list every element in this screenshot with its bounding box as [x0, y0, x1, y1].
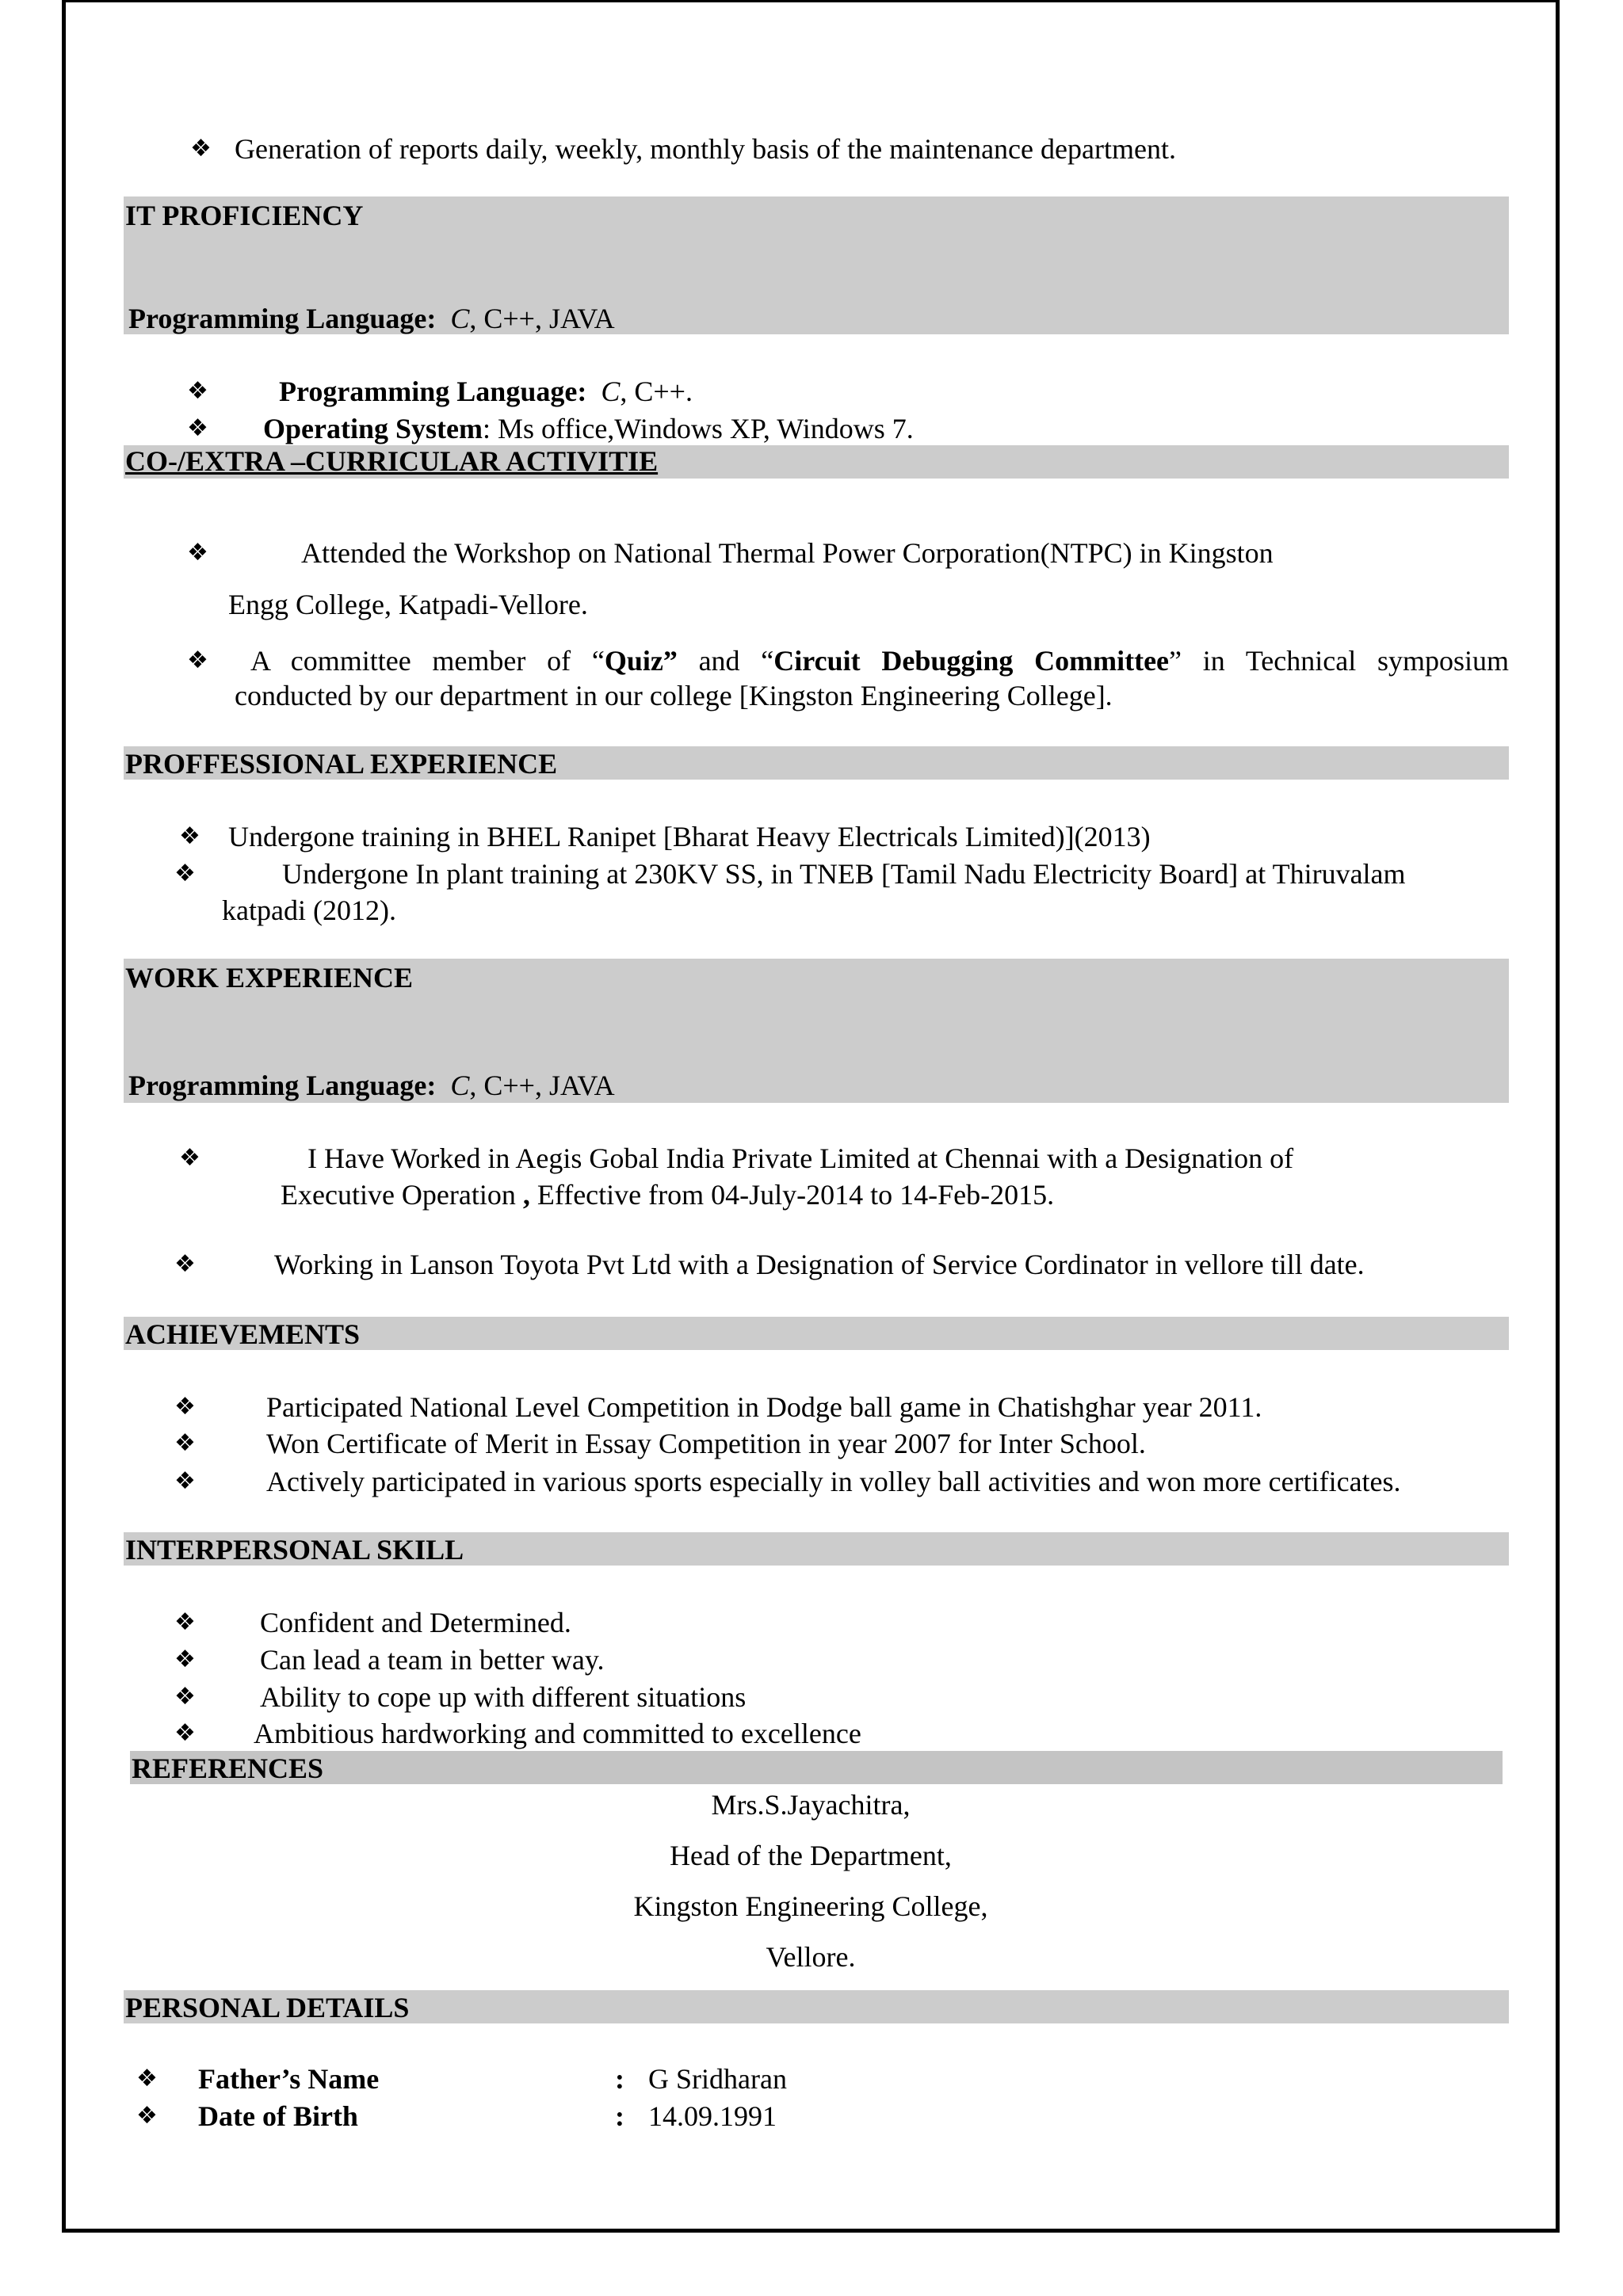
reference-line: Mrs.S.Jayachitra, — [711, 1789, 911, 1821]
personal-colon: : — [615, 2100, 624, 2132]
bullet-icon: ❖ — [174, 1393, 196, 1421]
bullet-icon: ❖ — [187, 377, 208, 405]
intro-bullet-text: Generation of reports daily, weekly, monthly basis of the maintenance department. — [235, 133, 1176, 165]
it-proficiency-band-line: Programming Language: C, C++, JAVA — [128, 303, 615, 334]
achievement-item: Participated National Level Competition in Dodge ball game in Chatishghar year 2011. — [266, 1391, 1262, 1423]
bullet-icon: ❖ — [174, 1467, 196, 1495]
references-heading: REFERENCES — [132, 1753, 324, 1784]
bullet-icon: ❖ — [179, 822, 200, 850]
bullet-icon: ❖ — [174, 1250, 196, 1278]
work-item1-line1: I Have Worked in Aegis Gobal India Private Limited at Chennai with a Designation of — [307, 1142, 1294, 1174]
work-band-line: Programming Language: C, C++, JAVA — [128, 1070, 615, 1101]
personal-heading: PERSONAL DETAILS — [125, 1992, 410, 2023]
bullet-icon: ❖ — [174, 1719, 196, 1747]
interpersonal-item: Can lead a team in better way. — [260, 1644, 605, 1676]
co-extra-item2-line1: A committee member of “Quiz” and “Circuit Debugging Committee” in Technical symposium — [250, 645, 1509, 677]
bullet-icon: ❖ — [174, 1646, 196, 1673]
reference-line: Head of the Department, — [670, 1840, 952, 1871]
interpersonal-item: Ability to cope up with different situations — [260, 1681, 747, 1713]
co-extra-item1-line2: Engg College, Katpadi-Vellore. — [228, 589, 588, 620]
bullet-icon: ❖ — [136, 2102, 158, 2130]
bullet-icon: ❖ — [179, 1144, 200, 1172]
professional-item2-line1: Undergone In plant training at 230KV SS, in TNEB [Tamil Nadu Electricity Board] at Thiruvalam — [282, 858, 1406, 890]
co-extra-heading: CO-/EXTRA –CURRICULAR ACTIVITIE — [125, 445, 659, 477]
bullet-icon: ❖ — [174, 1683, 196, 1711]
bullet-icon: ❖ — [136, 2065, 158, 2092]
bullet-icon: ❖ — [174, 1429, 196, 1457]
work-item1-line2: Executive Operation , Effective from 04-July-2014 to 14-Feb-2015. — [281, 1179, 1055, 1211]
reference-line: Kingston Engineering College, — [633, 1890, 988, 1922]
professional-item2-line2: katpadi (2012). — [222, 894, 396, 926]
interpersonal-item: Ambitious hardworking and committed to excellence — [254, 1718, 861, 1749]
interpersonal-item: Confident and Determined. — [260, 1607, 571, 1638]
achievement-item: Actively participated in various sports especially in volley ball activities and won more certificates. — [266, 1466, 1401, 1497]
references-band — [130, 1751, 1503, 1784]
bullet-icon: ❖ — [174, 860, 196, 887]
co-extra-item1-line1: Attended the Workshop on National Thermal Power Corporation(NTPC) in Kingston — [301, 537, 1274, 569]
personal-label: Date of Birth — [198, 2100, 358, 2132]
work-heading: WORK EXPERIENCE — [125, 962, 414, 994]
bullet-icon: ❖ — [190, 135, 212, 162]
bullet-icon: ❖ — [187, 646, 208, 674]
bullet-icon: ❖ — [187, 539, 208, 566]
personal-value: G Sridharan — [648, 2063, 787, 2095]
professional-item1: Undergone training in BHEL Ranipet [Bharat Heavy Electricals Limited)](2013) — [228, 821, 1151, 852]
achievement-item: Won Certificate of Merit in Essay Competition in year 2007 for Inter School. — [266, 1428, 1146, 1459]
personal-label: Father’s Name — [198, 2063, 380, 2095]
work-item2: Working in Lanson Toyota Pvt Ltd with a Designation of Service Cordinator in vellore till date. — [274, 1249, 1365, 1280]
it-proficiency-heading: IT PROFICIENCY — [125, 200, 364, 231]
professional-heading: PROFFESSIONAL EXPERIENCE — [125, 748, 558, 780]
co-extra-item2-line2: conducted by our department in our college [Kingston Engineering College]. — [235, 680, 1113, 711]
achievements-heading: ACHIEVEMENTS — [125, 1318, 361, 1350]
it-item-programming: Programming Language: C, C++. — [279, 376, 693, 407]
interpersonal-heading: INTERPERSONAL SKILL — [125, 1534, 464, 1566]
reference-line: Vellore. — [766, 1941, 856, 1973]
it-item-os: Operating System: Ms office,Windows XP, Windows 7. — [263, 413, 914, 444]
personal-colon: : — [615, 2063, 624, 2095]
bullet-icon: ❖ — [187, 414, 208, 442]
personal-value: 14.09.1991 — [648, 2100, 777, 2132]
bullet-icon: ❖ — [174, 1608, 196, 1636]
